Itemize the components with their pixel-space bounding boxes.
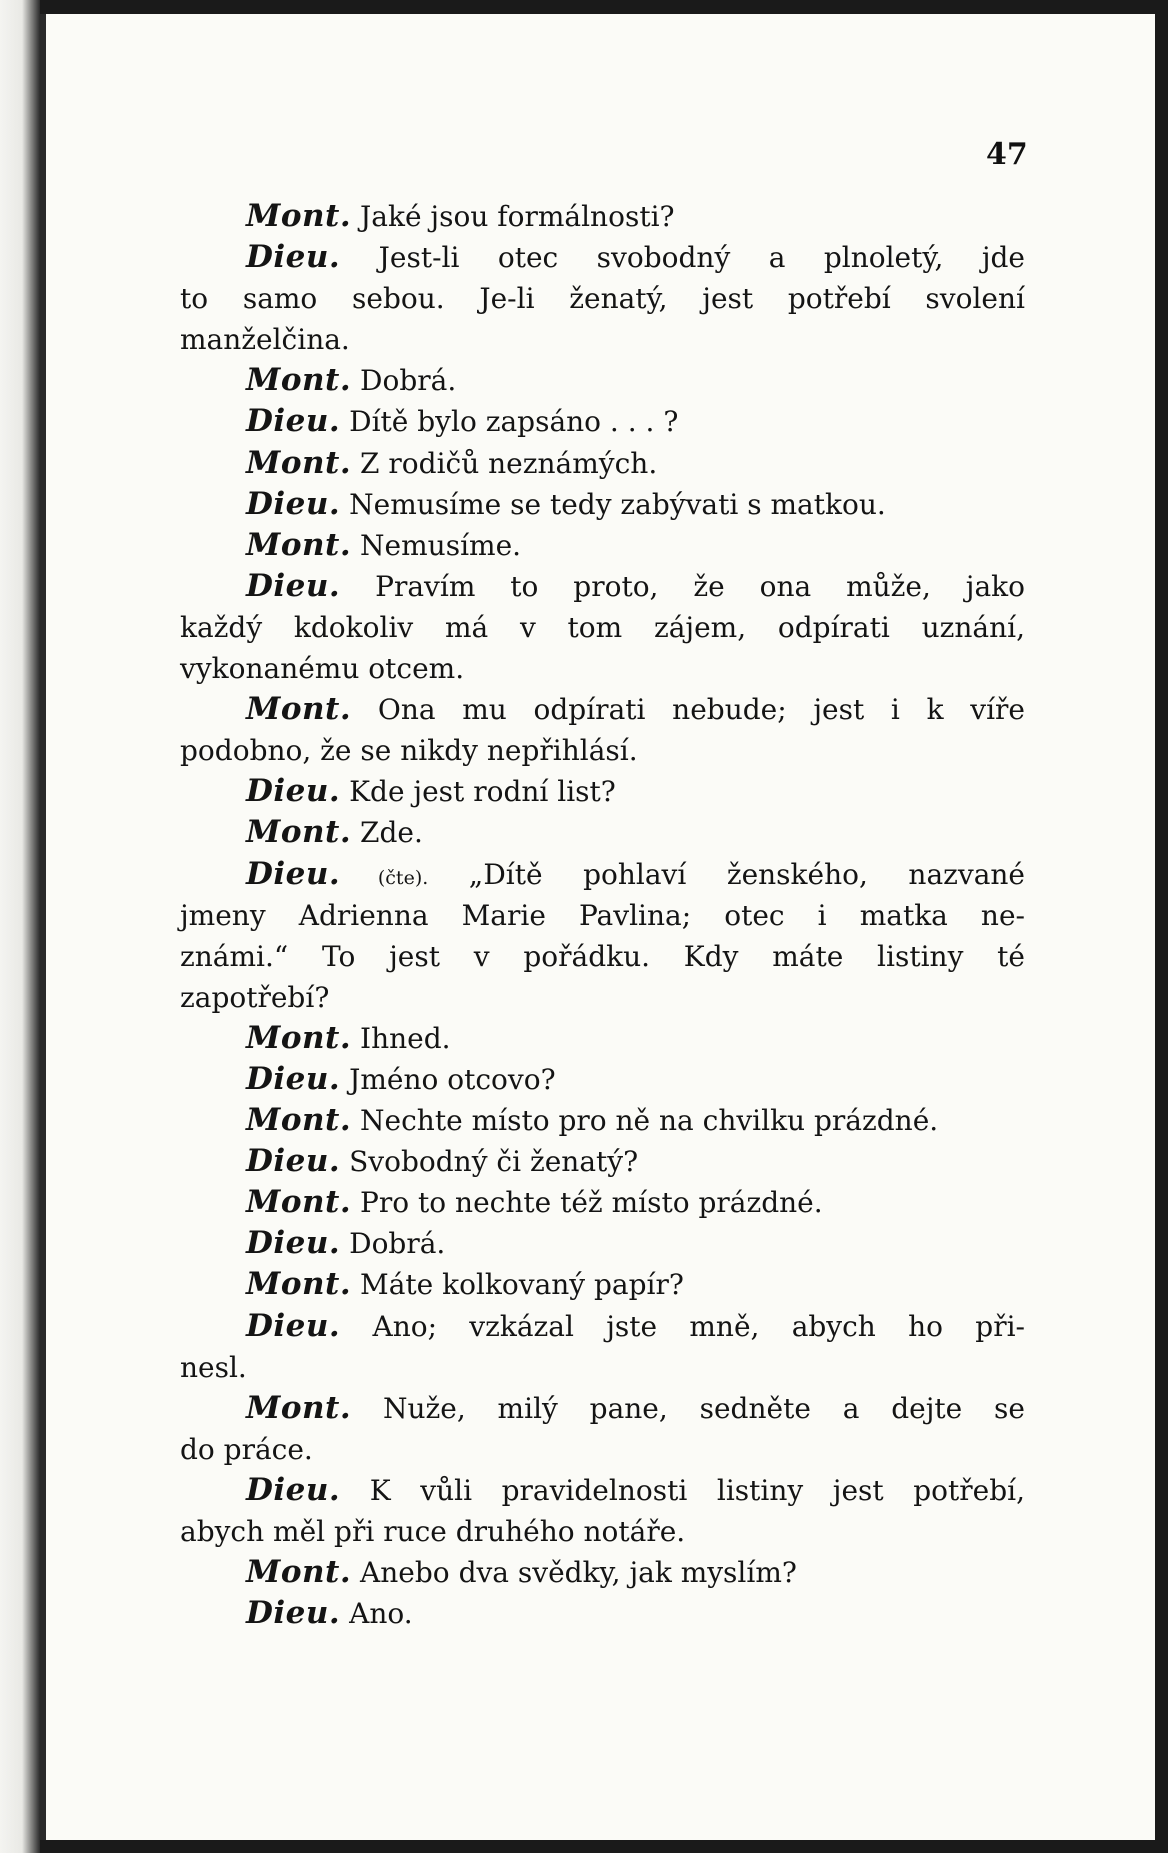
- speaker-name: Dieu.: [246, 773, 341, 810]
- speaker-name: Dieu.: [246, 1471, 341, 1508]
- speaker-name: Mont.: [246, 1102, 352, 1139]
- line-text: Nemusíme se tedy zabývati s matkou.: [340, 487, 886, 521]
- speaker-name: Dieu.: [246, 1307, 341, 1344]
- text-line: [180, 196, 1025, 237]
- stage-direction: (čte).: [340, 866, 429, 889]
- speaker-name: Mont.: [246, 1266, 352, 1303]
- speaker-name: Dieu.: [246, 1595, 341, 1632]
- text-line: [180, 278, 1025, 319]
- text-line: [180, 1264, 1025, 1305]
- text-line: [180, 730, 1025, 771]
- text-line: [180, 648, 1025, 689]
- text-line: [180, 484, 1025, 525]
- line-text: Nechte místo pro ně na chvilku prázdné.: [351, 1104, 939, 1138]
- line-text: zapotřebí?: [180, 980, 330, 1014]
- text-line: [180, 1018, 1025, 1059]
- line-text: Pro to nechte též místo prázdné.: [351, 1186, 823, 1220]
- text-line: [180, 237, 1025, 278]
- line-text: podobno, že se nikdy nepřihlásí.: [180, 734, 638, 768]
- text-line: [180, 1429, 1025, 1470]
- speaker-name: Dieu.: [246, 1143, 341, 1180]
- line-text: Ona mu odpírati nebude; jest i k víře: [351, 693, 1025, 727]
- speaker-name: Mont.: [246, 362, 352, 399]
- line-text: manželčina.: [180, 323, 350, 357]
- book-binding-edge: [0, 0, 40, 1853]
- line-text: K vůli pravidelnosti listiny jest potřebí,: [340, 1473, 1025, 1507]
- text-line: [180, 607, 1025, 648]
- text-line: [180, 1552, 1025, 1593]
- text-line: [180, 566, 1025, 607]
- line-text: Jest-li otec svobodný a plnoletý, jde: [340, 241, 1025, 275]
- page-number: 47: [986, 137, 1028, 172]
- line-text: Nemusíme.: [351, 528, 522, 562]
- line-text: Ano; vzkázal jste mně, abych ho při-: [340, 1309, 1025, 1343]
- speaker-name: Mont.: [246, 814, 352, 851]
- text-line: [180, 525, 1025, 566]
- text-line: [180, 689, 1025, 730]
- text-line: [180, 1388, 1025, 1429]
- speaker-name: Mont.: [246, 691, 352, 728]
- speaker-name: Mont.: [246, 1184, 352, 1221]
- text-line: [180, 1223, 1025, 1264]
- text-line: [180, 936, 1025, 977]
- line-text: Jméno otcovo?: [340, 1062, 556, 1096]
- line-text: to samo sebou. Je-li ženatý, jest potřebí svolení: [180, 282, 1025, 316]
- text-line: [180, 895, 1025, 936]
- text-line: [180, 1470, 1025, 1511]
- text-line: [180, 1100, 1025, 1141]
- line-text: Anebo dva svědky, jak myslím?: [351, 1556, 797, 1590]
- speaker-name: Mont.: [246, 1019, 352, 1056]
- line-text: každý kdokoliv má v tom zájem, odpírati uznání,: [180, 610, 1025, 644]
- text-line: [180, 443, 1025, 484]
- speaker-name: Dieu.: [246, 239, 341, 276]
- line-text: Máte kolkovaný papír?: [351, 1268, 684, 1302]
- line-text: Jaké jsou formálnosti?: [351, 200, 675, 233]
- speaker-name: Dieu.: [246, 485, 341, 522]
- line-text: známi.“ To jest v pořádku. Kdy máte listiny té: [180, 939, 1025, 973]
- text-line: [180, 401, 1025, 442]
- text-line: [180, 1141, 1025, 1182]
- text-line: [180, 319, 1025, 360]
- line-text: Dobrá.: [351, 364, 457, 398]
- speaker-name: Dieu.: [246, 567, 341, 604]
- text-line: [180, 1593, 1025, 1634]
- text-line: [180, 1306, 1025, 1347]
- line-text: do práce.: [180, 1432, 313, 1466]
- text-line: [180, 1347, 1025, 1388]
- line-text: Z rodičů neznámých.: [351, 446, 658, 480]
- speaker-name: Mont.: [246, 1554, 352, 1591]
- text-line: [180, 812, 1025, 853]
- speaker-name: Mont.: [246, 526, 352, 563]
- line-text: Ihned.: [351, 1021, 451, 1055]
- text-line: [180, 360, 1025, 401]
- text-line: [180, 1511, 1025, 1552]
- line-text: nesl.: [180, 1350, 247, 1384]
- line-text: Nuže, milý pane, sedněte a dejte se: [351, 1391, 1025, 1425]
- line-text: Zde.: [351, 816, 423, 850]
- text-line: [180, 1182, 1025, 1223]
- speaker-name: Dieu.: [246, 1060, 341, 1097]
- text-line: [180, 977, 1025, 1018]
- line-text: Svobodný či ženatý?: [340, 1145, 639, 1179]
- dialogue-text: [180, 196, 1025, 1634]
- line-text: Dítě bylo zapsáno . . . ?: [340, 405, 679, 439]
- speaker-name: Mont.: [246, 444, 352, 481]
- line-text: vykonanému otcem.: [180, 652, 465, 686]
- book-page: [40, 14, 1155, 1840]
- text-line: [180, 771, 1025, 812]
- speaker-name: Dieu.: [246, 403, 341, 440]
- text-line: [180, 854, 1025, 895]
- line-text: abych měl při ruce druhého notáře.: [180, 1515, 686, 1548]
- line-text: jmeny Adrienna Marie Pavlina; otec i matka ne-: [180, 898, 1025, 932]
- line-text: Pravím to proto, že ona může, jako: [340, 569, 1025, 603]
- speaker-name: Dieu.: [246, 1225, 341, 1262]
- line-text: „Dítě pohlaví ženského, nazvané: [428, 857, 1025, 891]
- speaker-name: Dieu.: [246, 855, 341, 892]
- text-line: [180, 1059, 1025, 1100]
- line-text: Dobrá.: [340, 1227, 446, 1261]
- line-text: Kde jest rodní list?: [340, 775, 616, 809]
- speaker-name: Mont.: [246, 198, 352, 234]
- line-text: Ano.: [340, 1597, 413, 1631]
- speaker-name: Mont.: [246, 1389, 352, 1426]
